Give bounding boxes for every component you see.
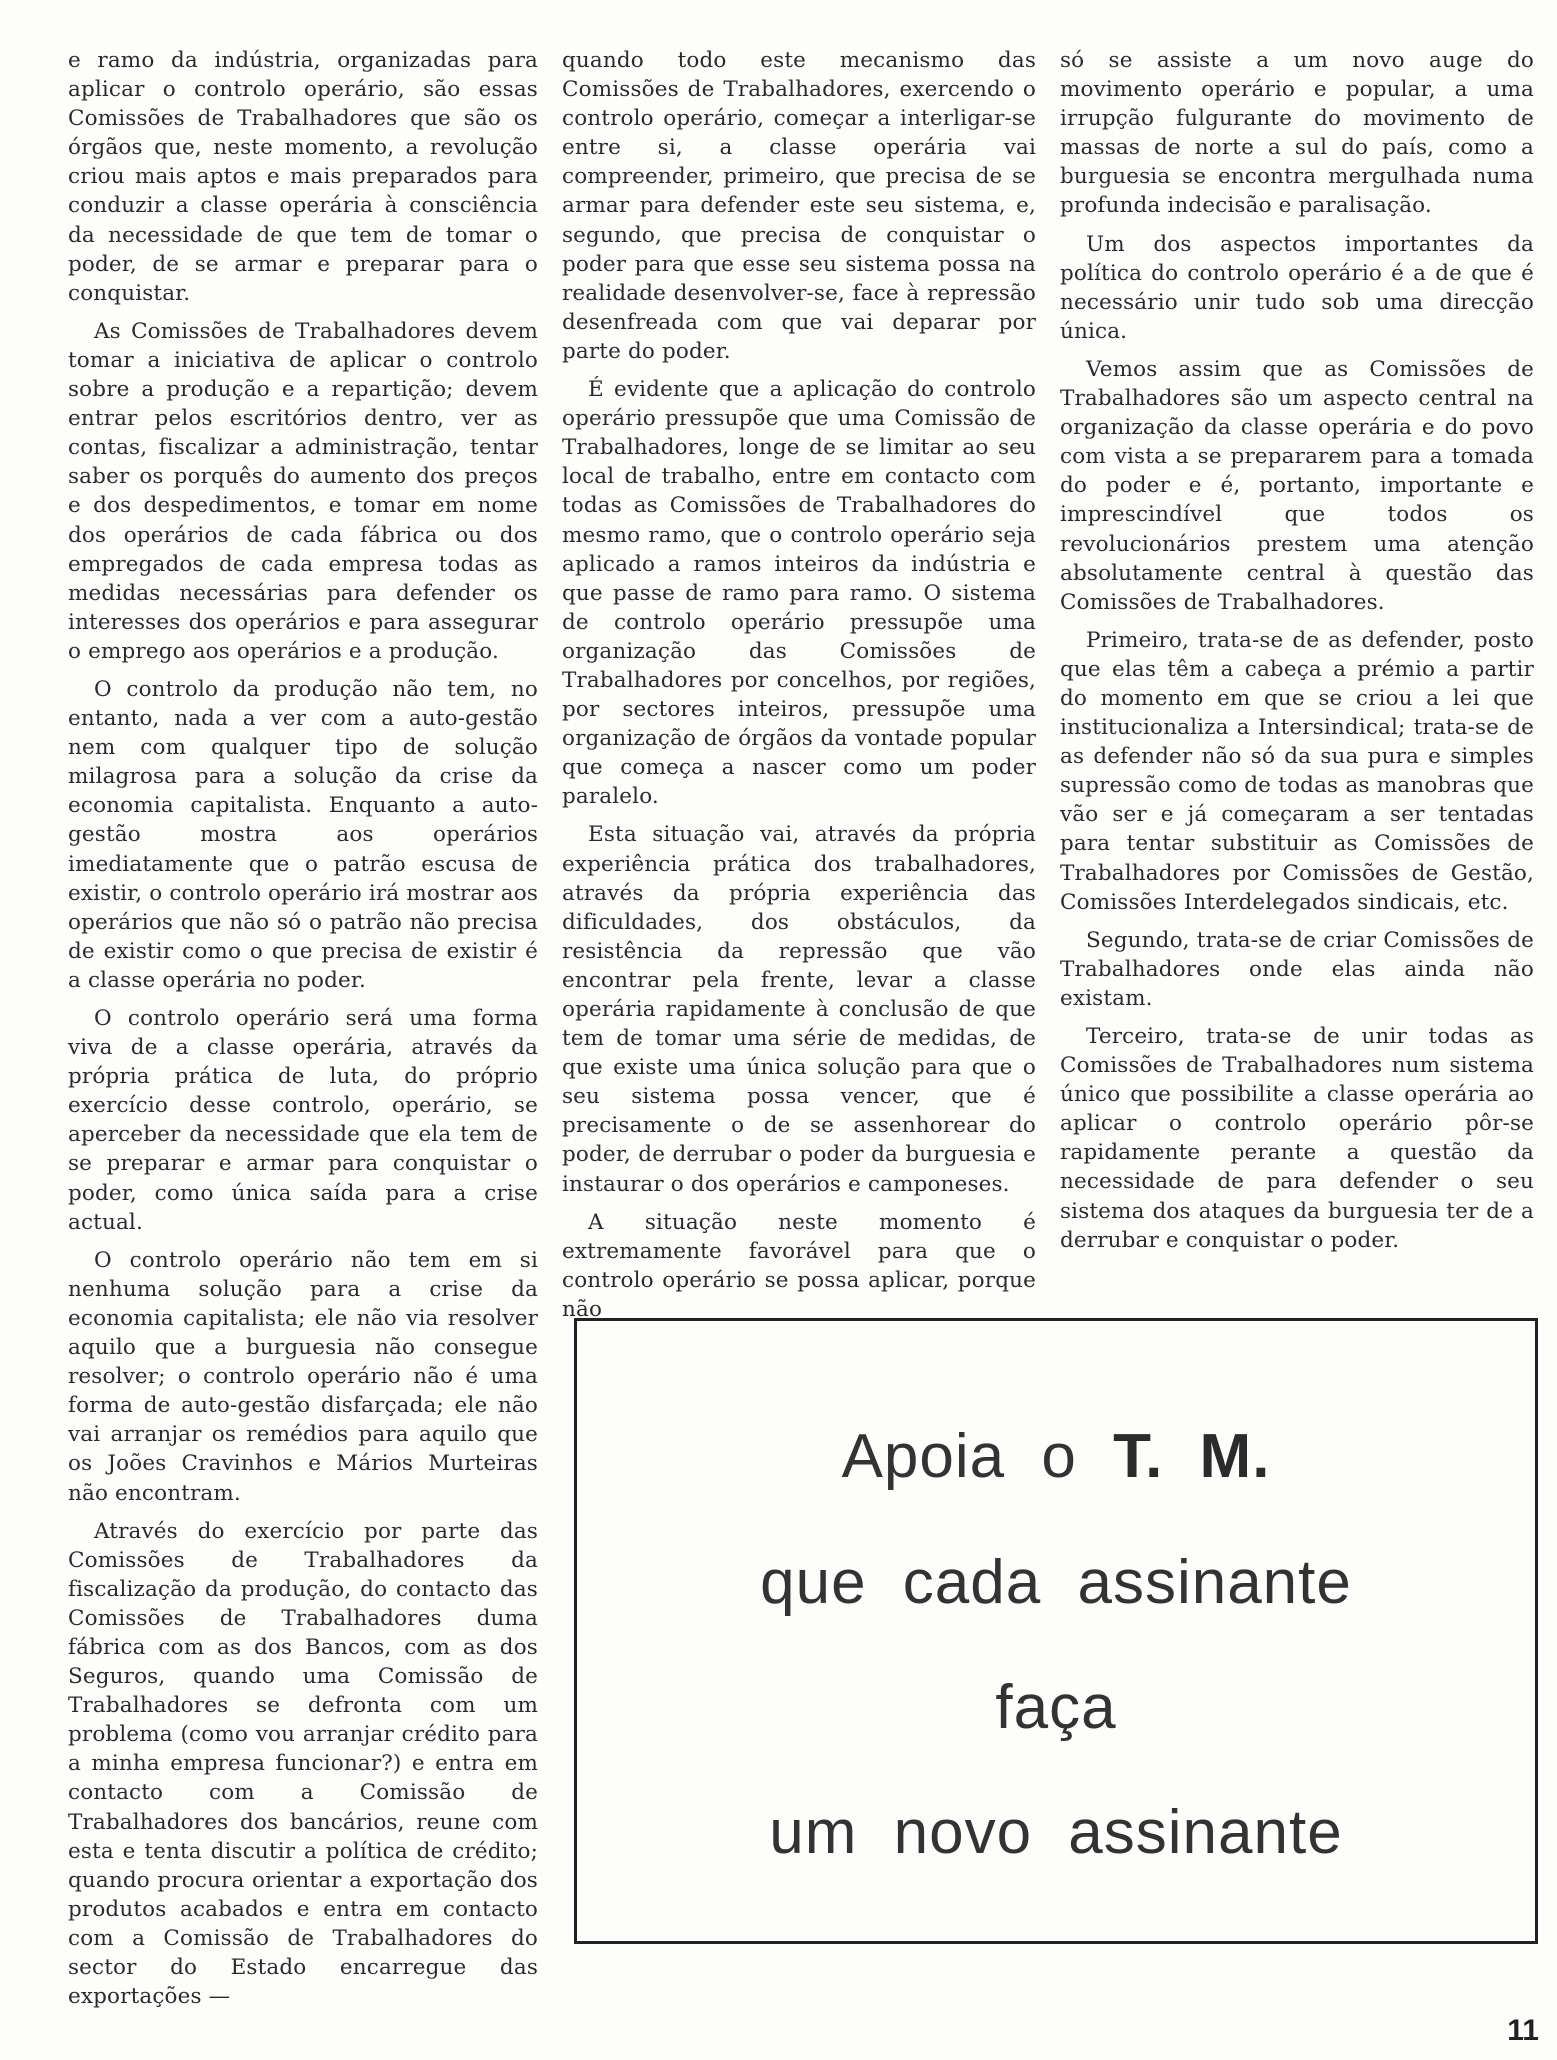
subscription-ad-box: [574, 1318, 1538, 1944]
ad-headline-brand: T. M.: [1113, 1422, 1271, 1491]
paragraph: As Comissões de Trabalhadores devem tomar a iniciativa de aplicar o controlo sobre a produção e a repartição; devem entrar pelos escritórios dentro, ver as contas, fiscalizar a administração, tentar saber os porquês do aumento dos preços e dos despedimentos, e tomar em nome dos operários de cada fábrica ou dos empregados de cada empresa todas as medidas necessárias para defender os interesses dos operários e para assegurar o emprego aos operários e a produção.: [68, 318, 538, 664]
paragraph: O controlo operário será uma forma viva de a classe operária, através da própria prática de luta, do próprio exercício desse controlo, operário, se aperceber da necessidade que ela tem de se preparar e armar para conquistar o poder, como única saída para a crise actual.: [68, 1006, 538, 1235]
paragraph: A situação neste momento é extremamente favorável para que o controlo operário se possa aplicar, porque não: [562, 1209, 1036, 1322]
paragraph: e ramo da indústria, organizadas para aplicar o controlo operário, são essas Comissões de Trabalhadores que são os órgãos que, neste momento, a revolução criou mais aptos e mais preparados para conduzir a classe operária à consciência da necessidade de que tem de tomar o poder, de se armar e preparar para o conquistar.: [68, 48, 538, 306]
article-column-1: [68, 46, 538, 2020]
paragraph: Segundo, trata-se de criar Comissões de Trabalhadores onde elas ainda não existam.: [1060, 927, 1534, 1011]
ad-headline-prefix: Apoia o: [841, 1422, 1077, 1491]
paragraph: O controlo da produção não tem, no entanto, nada a ver com a auto-gestão nem com qualquer tipo de solução milagrosa para a solução da crise da economia capitalista. Enquanto a auto-gestão mostra aos operários imediatamente que o patrão escusa de existir, o controlo operário irá mostrar aos operários que não só o patrão não precisa de existir como o que precisa de existir é a classe operária no poder.: [68, 676, 538, 993]
paragraph: Vemos assim que as Comissões de Trabalhadores são um aspecto central na organização da classe operária e do povo com vista a se prepararem para a tomada do poder e é, portanto, importante e imprescindível que todos os revolucionários prestem uma atenção absolutamente central à questão das Comissões de Trabalhadores.: [1060, 356, 1534, 615]
ad-line-4: um novo assinante: [769, 1798, 1343, 1867]
paragraph: Terceiro, trata-se de unir todas as Comissões de Trabalhadores num sistema único que possibilite a classe operária ao aplicar o controlo operário pôr-se rapidamente perante a questão da necessidade de para defender o seu sistema dos ataques da burguesia ter de a derrubar e conquistar o poder.: [1060, 1024, 1534, 1253]
page-number: 11: [1507, 2014, 1539, 2047]
article-column-3: [1060, 46, 1534, 1264]
paragraph: Esta situação vai, através da própria experiência prática dos trabalhadores, através da própria experiência das dificuldades, dos obstáculos, da resistência da repressão que vão encontrar pela frente, levar a classe operária rapidamente à conclusão de que tem de tomar uma série de medidas, de que existe uma única solução para que o seu sistema possa vencer, que é precisamente o de se assenhorear do poder, de derrubar o poder da burguesia e instaurar o dos operários e camponeses.: [562, 822, 1036, 1197]
paragraph: O controlo operário não tem em si nenhuma solução para a crise da economia capitalista; ele não via resolver aquilo que a burguesia não consegue resolver; o controlo operário não é uma forma de auto-gestão disfarçada; ele não vai arranjar os remédios para aquilo que os Joões Cravinhos e Mários Murteiras não encontram.: [68, 1247, 538, 1506]
paragraph: É evidente que a aplicação do controlo operário pressupõe que uma Comissão de Trabalhadores, longe de se limitar ao seu local de trabalho, entre em contacto com todas as Comissões de Trabalhadores do mesmo ramo, que o controlo operário seja aplicado a ramos inteiros da indústria e que passe de ramo para ramo. O sistema de controlo operário pressupõe uma organização das Comissões de Trabalhadores por concelhos, por regiões, por sectores inteiros, pressupõe uma organização de órgãos da vontade popular que começa a nascer como um poder paralelo.: [562, 377, 1036, 810]
ad-headline: [577, 1421, 1535, 1493]
paragraph: Um dos aspectos importantes da política do controlo operário é a de que é necessário unir tudo sob uma direcção única.: [1060, 231, 1534, 344]
paragraph: Primeiro, trata-se de as defender, posto que elas têm a cabeça a prémio a partir do momento em que se criou a lei que institucionaliza a Intersindical; trata-se de as defender não só da sua pura e simples supressão como de todas as manobras que vão ser e já começaram a ser tentadas para tentar substituir as Comissões de Trabalhadores por Comissões de Gestão, Comissões Interdelegados sindicais, etc.: [1060, 627, 1534, 915]
ad-line-2: que cada assinante: [760, 1548, 1352, 1617]
paragraph: só se assiste a um novo auge do movimento operário e popular, a uma irrupção fulgurante do movimento de massas de norte a sul do país, como a burguesia se encontra mergulhada numa profunda indecisão e paralisação.: [1060, 48, 1534, 219]
paragraph: quando todo este mecanismo das Comissões de Trabalhadores, exercendo o controlo operário, começar a interligar-se entre si, a classe operária vai compreender, primeiro, que precisa de se armar para defender este seu sistema, e, segundo, que precisa de conquistar o poder para que esse seu sistema possa na realidade desenvolver-se, face à repressão desenfreada com que vai deparar por parte do poder.: [562, 48, 1036, 364]
ad-line-3: faça: [995, 1673, 1117, 1742]
article-column-2: [562, 46, 1036, 1333]
paragraph: Através do exercício por parte das Comissões de Trabalhadores da fiscalização da produção, do contacto das Comissões de Trabalhadores duma fábrica com as dos Bancos, com as dos Seguros, quando uma Comissão de Trabalhadores se defronta com um problema (como vou arranjar crédito para a minha empresa funcionar?) e entra em contacto com a Comissão de Trabalhadores dos bancários, reune com esta e tenta discutir a política de crédito; quando procura orientar a exportação dos produtos acabados e entra em contacto com a Comissão de Trabalhadores do sector do Estado encarregue das exportações —: [68, 1518, 538, 2010]
